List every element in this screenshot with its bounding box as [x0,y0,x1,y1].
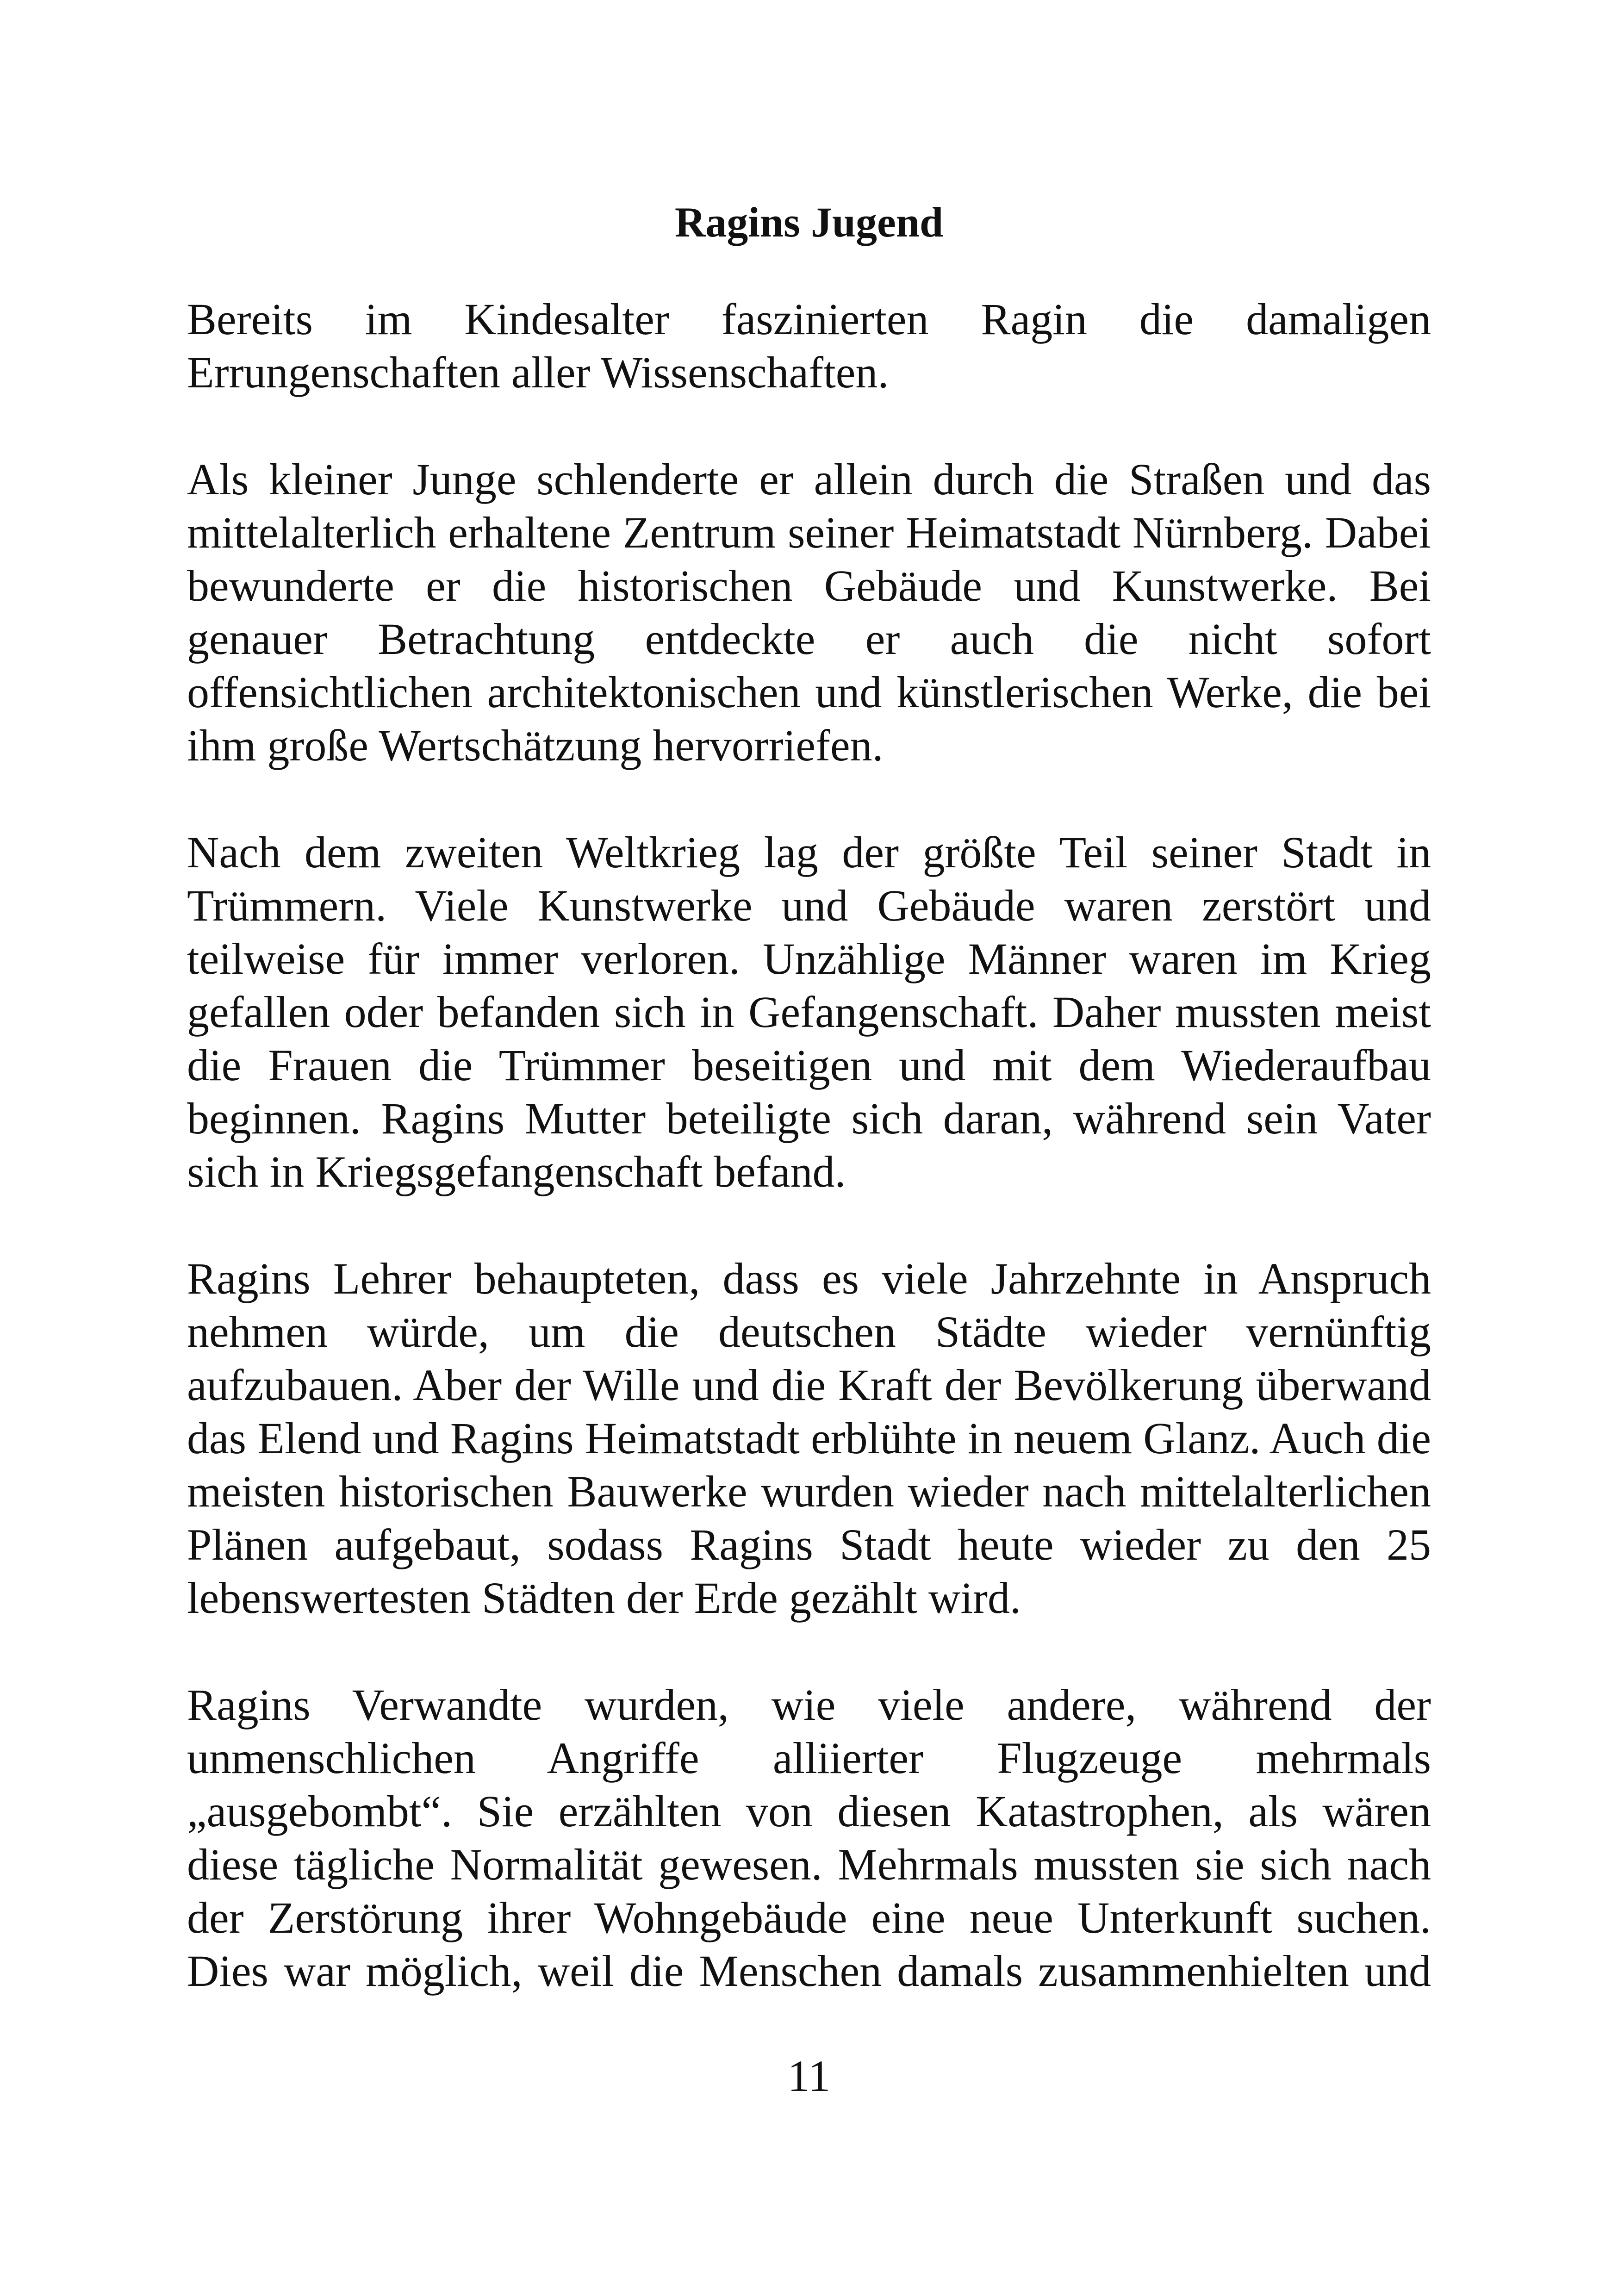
paragraph-2: Als kleiner Junge schlenderte er allein durch die Straßen und das mittelalterlich erhaltene Zentrum seiner Heimatstadt Nürnberg. Dabei bewunderte er die historischen Gebäude und Kunstwerke. Bei genauer Betrachtung entdeckte er auch die nicht sofort offensichtlichen architektonischen und künstlerischen Werke, die bei ihm große Wertschätzung hervorriefen. [187,454,1431,770]
chapter-title: Ragins Jugend [674,199,944,246]
paragraph-1: Bereits im Kindesalter faszinierten Ragin die damaligen Errungenschaften aller Wissenschaften. [187,294,1431,397]
page-number: 11 [787,2051,831,2101]
paragraph-3: Nach dem zweiten Weltkrieg lag der größte Teil seiner Stadt in Trümmern. Viele Kunstwerke und Gebäude waren zerstört und teilweise für immer verloren. Unzählige Männer waren im Krieg gefallen oder befanden sich in Gefangenschaft. Daher mussten meist die Frauen die Trümmer beseitigen und mit dem Wiederaufbau beginnen. Ragins Mutter beteiligte sich daran, während sein Vater sich in Kriegsgefangenschaft befand. [187,828,1431,1196]
page-body [187,194,1431,1997]
paragraph-5: Ragins Verwandte wurden, wie viele andere, während der unmenschlichen Angriffe alliierter Flugzeuge mehrmals „ausgebombt“. Sie erzählten von diesen Katastrophen, als wären diese tägliche Normalität gewesen. Mehrmals mussten sie sich nach der Zerstörung ihrer Wohngebäude eine neue Unterkunft suchen. Dies war möglich, weil die Menschen damals zusammenhielten und [187,1680,1431,1996]
paragraph-4: Ragins Lehrer behaupteten, dass es viele Jahrzehnte in Anspruch nehmen würde, um die deutschen Städte wieder vernünftig aufzubauen. Aber der Wille und die Kraft der Bevölkerung überwand das Elend und Ragins Heimatstadt erblühte in neuem Glanz. Auch die meisten historischen Bauwerke wurden wieder nach mittelalterlichen Plänen aufgebaut, sodass Ragins Stadt heute wieder zu den 25 lebenswertesten Städten der Erde gezählt wird. [187,1254,1431,1623]
